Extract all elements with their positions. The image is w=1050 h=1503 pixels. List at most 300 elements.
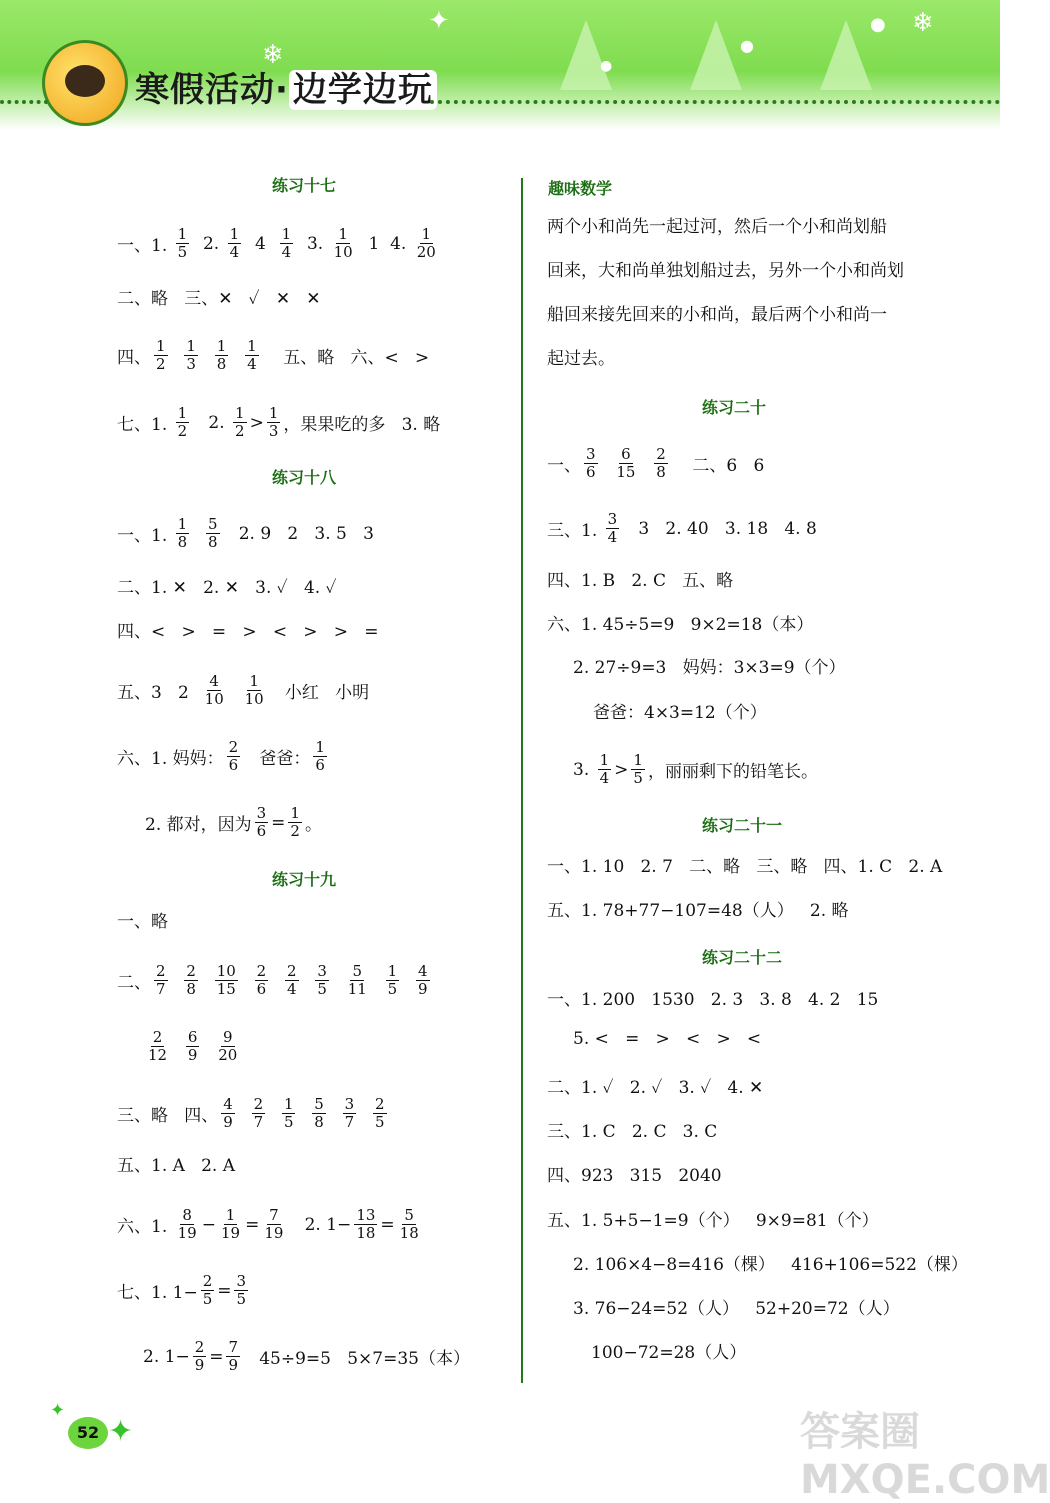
numerator: 1 xyxy=(177,404,188,422)
numerator: 4 xyxy=(209,672,219,690)
numerator: 2 xyxy=(256,962,267,980)
fraction xyxy=(654,446,668,481)
fraction xyxy=(614,446,637,481)
answer-text xyxy=(402,971,413,991)
denominator: 4 xyxy=(286,980,297,998)
section-heading: 趣味数学 xyxy=(548,179,613,198)
numerator: 1 xyxy=(633,751,643,769)
numerator: 5 xyxy=(314,1095,324,1113)
fraction xyxy=(255,963,269,998)
answer-text: = xyxy=(271,812,286,833)
answer-text: 四、< > = > < > > = xyxy=(117,622,379,642)
answer-line xyxy=(117,516,374,551)
fraction xyxy=(228,226,242,261)
answer-text xyxy=(172,1037,183,1057)
answer-text xyxy=(298,1104,309,1124)
fraction xyxy=(416,963,430,998)
denominator: 6 xyxy=(586,463,596,481)
numerator: 1 xyxy=(216,337,227,355)
denominator: 9 xyxy=(194,1356,205,1374)
denominator: 7 xyxy=(253,1113,264,1131)
answer-text: > xyxy=(249,412,264,433)
numerator: 3 xyxy=(256,804,267,822)
numerator: 1 xyxy=(247,337,257,355)
answer-text xyxy=(640,454,651,474)
column-divider xyxy=(521,178,523,1383)
answer-text: 五、1. 78+77−107=48（人） 2. 略 xyxy=(547,901,849,921)
fraction xyxy=(312,1096,326,1131)
answer-line xyxy=(547,1117,717,1142)
answer-line xyxy=(117,226,441,261)
denominator: 8 xyxy=(207,533,218,551)
answer-line xyxy=(117,739,330,774)
fraction xyxy=(245,338,259,373)
numerator: 2 xyxy=(202,1272,213,1290)
answer-line xyxy=(547,511,817,546)
answer-line xyxy=(573,1029,761,1049)
answer-text: 一、1. xyxy=(117,236,173,256)
snow-dot-icon: ● xyxy=(740,36,754,55)
answer-text: 爸爸：4×3=12（个） xyxy=(593,703,767,723)
fraction xyxy=(219,1207,242,1242)
snow-dot-icon: ● xyxy=(870,14,886,35)
answer-text: 2. 都对，因为 xyxy=(145,815,252,835)
answer-text: 一、1. xyxy=(117,526,173,546)
denominator: 3 xyxy=(268,422,279,440)
fraction xyxy=(267,405,281,440)
fraction xyxy=(598,752,612,787)
denominator: 7 xyxy=(344,1113,355,1131)
fraction xyxy=(234,1273,248,1308)
answer-line xyxy=(547,566,733,591)
answer-text: 100−72=28（人） xyxy=(591,1343,747,1363)
section-heading: 练习二十一 xyxy=(702,816,783,835)
paragraph-line: 两个小和尚先一起过河，然后一个小和尚划船 xyxy=(547,217,887,237)
denominator: 6 xyxy=(256,822,267,840)
answer-text: 2. 106×4−8=416（棵） 416+106=522（棵） xyxy=(573,1255,968,1275)
denominator: 9 xyxy=(228,1356,239,1374)
denominator: 19 xyxy=(220,1224,241,1242)
answer-text: 五、1. 5+5−1=9（个） 9×9=81（个） xyxy=(547,1211,879,1231)
answer-line xyxy=(117,405,440,440)
answer-text xyxy=(372,971,383,991)
numerator: 2 xyxy=(253,1095,264,1113)
denominator: 9 xyxy=(417,980,428,998)
denominator: 4 xyxy=(247,355,257,373)
numerator: 1 xyxy=(156,337,166,355)
denominator: 6 xyxy=(315,756,325,774)
star-icon: ✦ xyxy=(428,6,450,36)
answer-text: 五、3 2 xyxy=(117,683,200,703)
numerator: 7 xyxy=(228,1338,239,1356)
denominator: 10 xyxy=(333,243,353,261)
numerator: 6 xyxy=(621,445,631,463)
denominator: 18 xyxy=(356,1224,376,1242)
answer-line xyxy=(547,446,764,481)
answer-line xyxy=(547,1206,879,1231)
denominator: 5 xyxy=(177,243,188,261)
numerator: 1 xyxy=(387,962,398,980)
answer-line xyxy=(573,653,846,678)
fraction xyxy=(584,446,598,481)
fraction xyxy=(186,1029,200,1064)
numerator: 2 xyxy=(656,445,666,463)
dotted-divider xyxy=(430,100,1000,104)
answer-text: ，丽丽剩下的铅笔长。 xyxy=(647,762,818,782)
denominator: 4 xyxy=(607,528,618,546)
answer-text: − xyxy=(201,1214,216,1235)
numerator: 3 xyxy=(317,962,327,980)
numerator: 2 xyxy=(228,738,239,756)
fraction xyxy=(176,226,190,261)
tree-decoration xyxy=(820,20,872,90)
answer-text: 一、略 xyxy=(117,912,168,932)
answer-text: 一、1. 200 1530 2. 3 3. 8 4. 2 15 xyxy=(547,990,879,1010)
answer-line xyxy=(117,963,433,998)
numerator: 1 xyxy=(599,751,610,769)
fraction xyxy=(243,673,266,708)
answer-text xyxy=(238,1104,249,1124)
answer-text: > xyxy=(614,759,629,780)
title-part-2: 边学边玩 xyxy=(289,70,437,110)
answer-line xyxy=(117,617,378,642)
watermark xyxy=(800,1400,1050,1503)
fraction xyxy=(354,1207,377,1242)
answer-line xyxy=(573,1294,900,1319)
answer-line xyxy=(573,1250,968,1275)
answer-text: 3. xyxy=(296,233,329,254)
numerator: 1 xyxy=(283,1095,294,1113)
fraction xyxy=(203,673,226,708)
numerator: 2 xyxy=(152,1028,163,1046)
answer-text: 三、略 四、 xyxy=(117,1106,219,1126)
numerator: 2 xyxy=(286,962,297,980)
section-heading: 练习十七 xyxy=(272,176,337,195)
fraction xyxy=(216,1029,239,1064)
numerator: 1 xyxy=(177,225,188,243)
numerator: 5 xyxy=(207,515,218,533)
mascot-logo xyxy=(42,40,128,126)
denominator: 6 xyxy=(228,756,239,774)
numerator: 3 xyxy=(344,1095,355,1113)
watermark-text: 答案圈 MXQE.COM xyxy=(800,1409,1050,1503)
fraction xyxy=(255,805,269,840)
fraction xyxy=(415,226,438,261)
fraction xyxy=(386,963,400,998)
numerator: 2 xyxy=(194,1338,205,1356)
answer-line xyxy=(143,1029,242,1064)
answer-text xyxy=(171,346,182,366)
numerator: 1 xyxy=(268,404,279,422)
answer-text: 小红 小明 xyxy=(268,683,370,703)
answer-line xyxy=(117,907,168,932)
answer-text: 二、略 三、✕ ✓ ✕ ✕ xyxy=(117,289,321,309)
section-heading: 练习十九 xyxy=(272,870,337,889)
answer-text: 六、1. xyxy=(117,1217,173,1237)
numerator: 1 xyxy=(225,1206,236,1224)
answer-text xyxy=(271,971,282,991)
denominator: 3 xyxy=(186,355,196,373)
numerator: 3 xyxy=(607,510,618,528)
numerator: 13 xyxy=(356,1206,376,1224)
numerator: 8 xyxy=(182,1206,192,1224)
denominator: 9 xyxy=(187,1046,198,1064)
answer-text: 二、 xyxy=(117,973,151,993)
answer-text: 六、1. 妈妈： xyxy=(117,749,224,769)
numerator: 3 xyxy=(586,445,596,463)
fraction xyxy=(206,516,220,551)
answer-text xyxy=(231,346,242,366)
denominator: 5 xyxy=(317,980,327,998)
numerator: 2 xyxy=(156,962,166,980)
answer-line xyxy=(591,1338,746,1363)
answer-text: 三、1. C 2. C 3. C xyxy=(547,1122,718,1142)
dotted-divider xyxy=(0,100,48,104)
answer-text xyxy=(201,971,212,991)
denominator: 20 xyxy=(218,1046,238,1064)
answer-text: = xyxy=(217,1280,232,1301)
numerator: 1 xyxy=(249,672,259,690)
answer-line xyxy=(547,896,849,921)
fraction xyxy=(252,1096,266,1131)
fraction xyxy=(215,963,238,998)
answer-text: ，果果吃的多 3. 略 xyxy=(283,415,441,435)
denominator: 15 xyxy=(216,980,236,998)
snow-dot-icon: ● xyxy=(600,58,613,74)
answer-line xyxy=(593,698,767,723)
fraction xyxy=(398,1207,421,1242)
denominator: 6 xyxy=(256,980,267,998)
numerator: 4 xyxy=(417,962,428,980)
answer-line xyxy=(547,852,942,877)
sparkle-icon: ✦ xyxy=(108,1414,134,1449)
fraction xyxy=(282,1096,296,1131)
denominator: 8 xyxy=(177,533,188,551)
denominator: 5 xyxy=(202,1290,213,1308)
fraction xyxy=(221,1096,235,1131)
section-heading: 练习十八 xyxy=(272,468,337,487)
answer-text xyxy=(329,1104,340,1124)
denominator: 2 xyxy=(156,355,166,373)
denominator: 2 xyxy=(290,822,300,840)
fraction xyxy=(201,1273,215,1308)
numerator: 5 xyxy=(352,962,363,980)
answer-text: 。 xyxy=(304,815,322,835)
fraction xyxy=(154,338,168,373)
denominator: 4 xyxy=(599,769,610,787)
answer-text: 2. 9 2 3. 5 3 xyxy=(222,523,374,544)
fraction xyxy=(146,1029,169,1064)
numerator: 1 xyxy=(290,804,300,822)
numerator: 1 xyxy=(229,225,240,243)
fraction xyxy=(262,1207,285,1242)
fraction xyxy=(280,226,294,261)
answer-line xyxy=(117,573,337,598)
page-number: 52 xyxy=(68,1417,108,1449)
tree-decoration xyxy=(690,20,742,90)
fraction xyxy=(346,963,369,998)
fraction xyxy=(176,516,190,551)
denominator: 15 xyxy=(616,463,636,481)
denominator: 2 xyxy=(177,422,188,440)
answer-text: 五、1. A 2. A xyxy=(117,1156,236,1176)
fraction xyxy=(233,405,247,440)
answer-text: 一、1. 10 2. 7 二、略 三、略 四、1. C 2. A xyxy=(547,857,943,877)
answer-text: 爸爸： xyxy=(243,749,311,769)
denominator: 18 xyxy=(399,1224,419,1242)
denominator: 5 xyxy=(375,1113,385,1131)
numerator: 7 xyxy=(269,1206,279,1224)
fraction xyxy=(176,405,190,440)
answer-line xyxy=(117,1207,424,1242)
answer-text: 2. xyxy=(192,233,225,254)
denominator: 9 xyxy=(223,1113,233,1131)
fraction xyxy=(343,1096,357,1131)
answer-text xyxy=(201,346,212,366)
answer-text xyxy=(332,971,343,991)
answer-text: 七、1. xyxy=(117,415,173,435)
numerator: 1 xyxy=(281,225,292,243)
paragraph-line: 船回来接先回来的小和尚，最后两个小和尚一 xyxy=(547,305,887,325)
fraction xyxy=(313,739,327,774)
answer-text: 1 4. xyxy=(357,233,412,254)
answer-line xyxy=(117,1151,235,1176)
tree-decoration xyxy=(560,20,612,90)
answer-line xyxy=(117,284,321,309)
fraction xyxy=(227,739,241,774)
numerator: 6 xyxy=(187,1028,198,1046)
answer-text: 六、1. 45÷5=9 9×2=18（本） xyxy=(547,615,814,635)
fraction xyxy=(215,338,229,373)
answer-text: 四、1. B 2. C 五、略 xyxy=(547,571,734,591)
answer-text: 七、1. 1− xyxy=(117,1283,198,1303)
answer-line xyxy=(143,1339,470,1374)
denominator: 5 xyxy=(236,1290,247,1308)
fraction xyxy=(288,805,302,840)
answer-line xyxy=(547,1161,722,1186)
answer-text: 3. 76−24=52（人） 52+20=72（人） xyxy=(573,1299,900,1319)
section-heading: 练习二十二 xyxy=(702,948,783,967)
denominator: 19 xyxy=(177,1224,197,1242)
answer-text: 3. xyxy=(573,759,595,780)
answer-text: 2. 27÷9=3 妈妈：3×3=9（个） xyxy=(573,658,846,678)
numerator: 1 xyxy=(177,515,188,533)
numerator: 2 xyxy=(186,962,196,980)
answer-line xyxy=(117,1096,390,1131)
fraction xyxy=(606,511,620,546)
answer-line xyxy=(117,1273,251,1308)
answer-text: 一、 xyxy=(547,456,581,476)
sparkle-icon: ✦ xyxy=(50,1400,66,1421)
numerator: 1 xyxy=(186,337,196,355)
fraction xyxy=(315,963,329,998)
denominator: 8 xyxy=(186,980,196,998)
paragraph-line: 回来，大和尚单独划船过去，另外一个小和尚划 xyxy=(547,261,904,281)
answer-text: 五、略 六、< > xyxy=(261,348,430,368)
denominator: 12 xyxy=(148,1046,168,1064)
denominator: 19 xyxy=(264,1224,284,1242)
mascot-face-icon xyxy=(65,65,105,97)
snowflake-icon: ❄ xyxy=(262,40,284,70)
numerator: 1 xyxy=(235,404,245,422)
answer-line xyxy=(547,1073,763,1098)
denominator: 10 xyxy=(244,690,264,708)
answer-text: = xyxy=(245,1214,260,1235)
numerator: 1 xyxy=(315,738,325,756)
answer-text xyxy=(359,1104,370,1124)
snowflake-icon: ❄ xyxy=(912,8,934,38)
answer-line xyxy=(117,338,429,373)
fraction xyxy=(184,963,198,998)
denominator: 7 xyxy=(156,980,166,998)
denominator: 5 xyxy=(387,980,398,998)
answer-text: = xyxy=(380,1214,395,1235)
fraction xyxy=(226,1339,240,1374)
answer-line xyxy=(117,673,369,708)
denominator: 4 xyxy=(229,243,240,261)
answer-text: 四、923 315 2040 xyxy=(547,1166,722,1186)
answer-text: 5. < = > < > < xyxy=(573,1029,762,1049)
numerator: 9 xyxy=(223,1028,233,1046)
answer-line xyxy=(547,985,878,1010)
denominator: 10 xyxy=(204,690,224,708)
denominator: 20 xyxy=(416,243,436,261)
numerator: 5 xyxy=(404,1206,414,1224)
fraction xyxy=(176,1207,199,1242)
denominator: 8 xyxy=(656,463,666,481)
answer-text: = xyxy=(209,1346,224,1367)
answer-text xyxy=(601,454,612,474)
numerator: 2 xyxy=(375,1095,385,1113)
answer-text: 2. 1− xyxy=(288,1214,352,1235)
answer-text: 2. 1− xyxy=(143,1346,190,1367)
answer-text: 45÷9=5 5×7=35（本） xyxy=(243,1349,470,1369)
answer-text: 4 xyxy=(244,233,277,254)
answer-line xyxy=(547,610,813,635)
denominator: 11 xyxy=(347,980,367,998)
answer-text xyxy=(229,681,240,701)
paragraph-line: 起过去。 xyxy=(547,349,615,369)
title-part-1: 寒假活动· xyxy=(135,70,289,110)
answer-text xyxy=(171,971,182,991)
fraction xyxy=(285,963,299,998)
section-heading: 练习二十 xyxy=(702,398,767,417)
answer-text: 二、6 6 xyxy=(670,456,765,476)
fraction xyxy=(631,752,645,787)
fraction xyxy=(373,1096,387,1131)
fraction xyxy=(332,226,355,261)
answer-text: 二、1. ✕ 2. ✕ 3. ✓ 4. ✓ xyxy=(117,578,337,598)
answer-text: 四、 xyxy=(117,348,151,368)
numerator: 1 xyxy=(421,225,432,243)
denominator: 8 xyxy=(314,1113,324,1131)
denominator: 5 xyxy=(283,1113,294,1131)
numerator: 3 xyxy=(236,1272,247,1290)
answer-text xyxy=(302,971,313,991)
answer-text: 三、1. xyxy=(547,521,603,541)
answer-text: 2. xyxy=(192,412,231,433)
numerator: 10 xyxy=(216,962,236,980)
answer-line xyxy=(145,805,322,840)
fraction xyxy=(193,1339,207,1374)
puzzle-paragraph xyxy=(547,205,937,381)
page-title xyxy=(135,62,437,111)
numerator: 4 xyxy=(223,1095,233,1113)
answer-text xyxy=(192,524,203,544)
answer-text xyxy=(202,1037,213,1057)
numerator: 1 xyxy=(338,225,348,243)
denominator: 2 xyxy=(235,422,245,440)
